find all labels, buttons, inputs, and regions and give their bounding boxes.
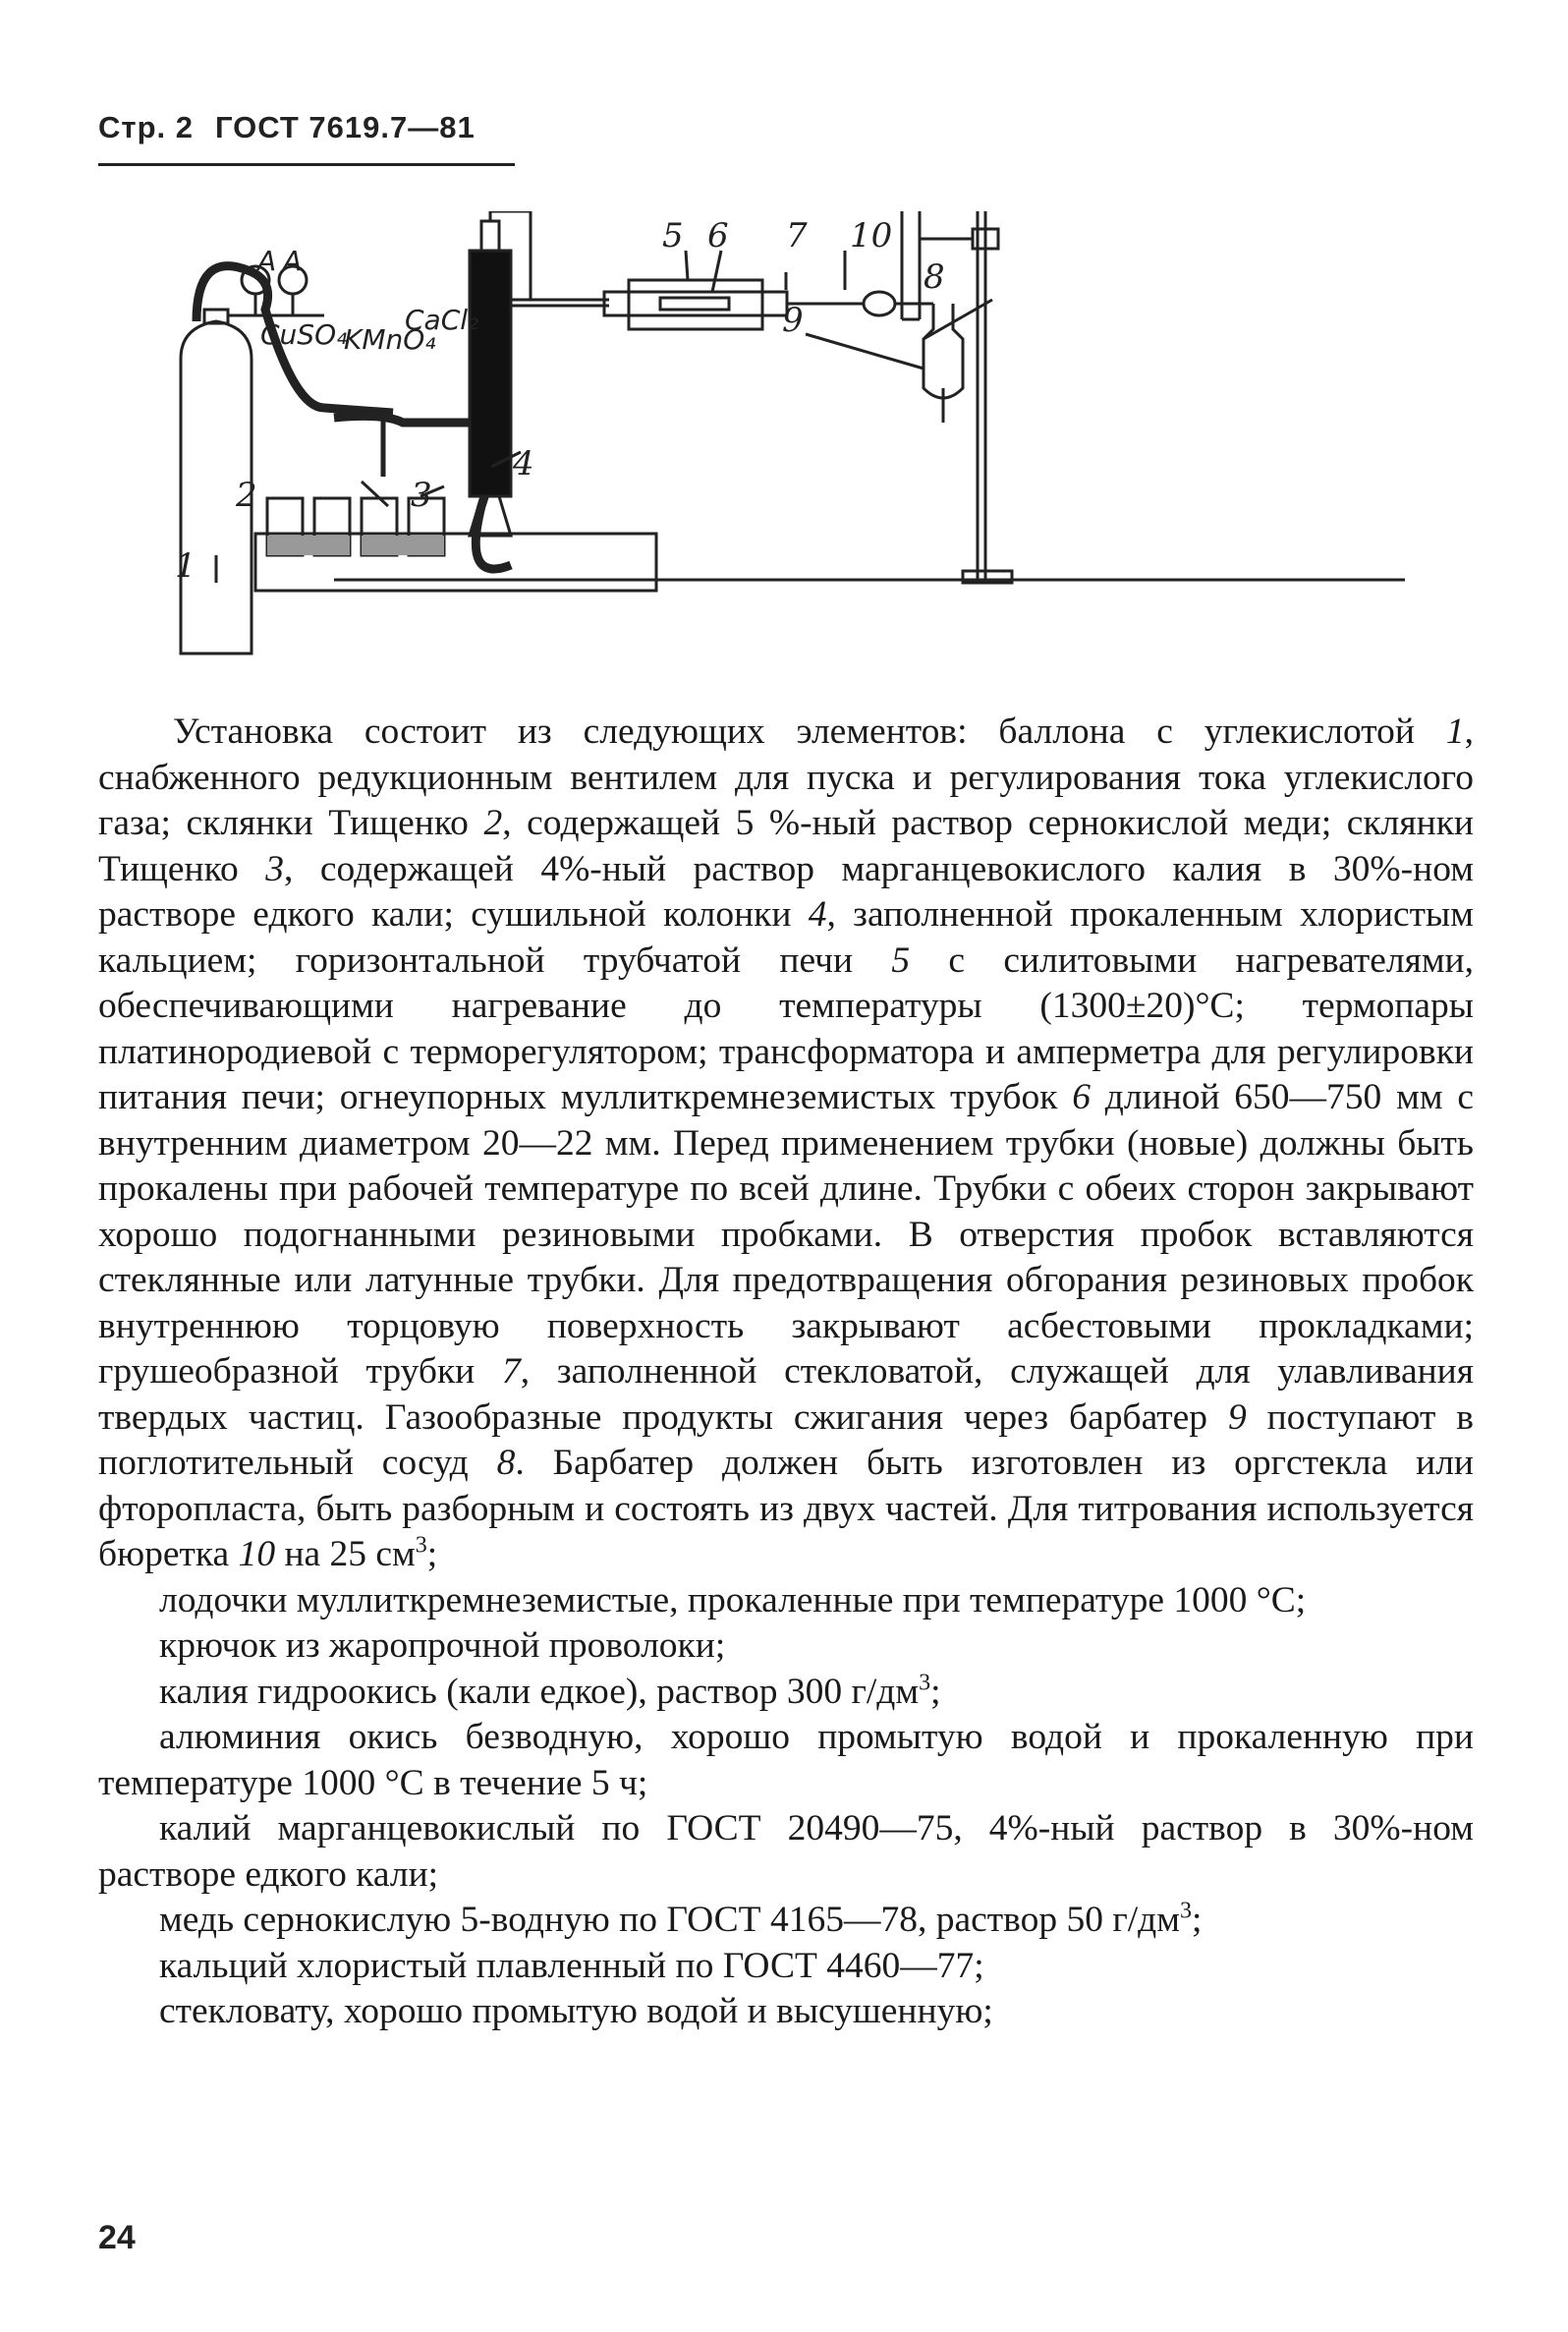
drying-column-4	[470, 211, 550, 536]
apparatus-diagram	[157, 211, 1434, 683]
ref-7: 7	[501, 1351, 521, 1392]
koh-end: ;	[930, 1671, 941, 1712]
intro-text-4: , содержащей 4%-ный раствор марганцевокислого калия в 30%-ном растворе едкого кали; сушильной колонки	[98, 848, 1474, 935]
intro-text-2: , снабженного редукционным вентилем для пуска и регулирования тока углекислого газа; склянки Тищенко	[98, 711, 1474, 843]
intro-text-9: поступают в поглотительный сосуд	[98, 1396, 1474, 1483]
ref-6: 6	[1072, 1077, 1091, 1117]
fig-label-2: 2	[236, 476, 257, 515]
ref-1: 1	[1445, 711, 1465, 752]
fig-label-3: 3	[411, 476, 432, 515]
fig-label-9: 9	[782, 301, 804, 340]
fig-label-1: 1	[175, 546, 196, 586]
ref-3: 3	[265, 848, 284, 889]
label-cacl2: CaCl₂	[405, 304, 479, 336]
page-reference: Стр. 2	[98, 110, 194, 144]
ref-5: 5	[891, 939, 911, 981]
list-item-cacl2: кальций хлористый плавленный по ГОСТ 4460—77;	[159, 1945, 984, 1986]
intro-text-6: с силитовыми нагревателями, обеспечивающими нагревание до температуры (1300±20)°С; термопары платинородиевой с терморегулятором; трансформатора и амперметра для регулировки питания печи; огнеупорных муллиткремнеземистых трубок	[98, 939, 1474, 1117]
ref-10: 10	[238, 1534, 276, 1574]
intro-text-8: , заполненной стекловатой, служащей для улавливания твердых частиц. Газообразные продукты сжигания через барбатер	[98, 1351, 1474, 1438]
list-item-kmno4: калий марганцевокислый по ГОСТ 20490—75, 4%-ный раствор в 30%-ном растворе едкого кали;	[98, 1808, 1474, 1895]
intro-text-10: . Барбатер должен быть изготовлен из оргстекла или фторопласта, быть разборным и состоять из двух частей. Для титрования используется бюретка	[98, 1443, 1474, 1574]
intro-text-5: , заполненной прокаленным хлористым кальцием; горизонтальной трубчатой печи	[98, 894, 1474, 981]
page-number: 24	[98, 2219, 136, 2256]
ref-8: 8	[496, 1443, 516, 1483]
document-body	[98, 710, 1474, 2035]
apparatus-figure	[157, 211, 1434, 683]
gauge-mark-a1: A	[257, 245, 277, 277]
intro-text-11: на 25 см	[275, 1534, 416, 1574]
superscript-3: 3	[415, 1532, 427, 1559]
fig-label-6: 6	[707, 216, 729, 256]
cuso4-superscript: 3	[1179, 1898, 1192, 1924]
fig-label-10: 10	[850, 216, 893, 256]
header-rule	[98, 163, 515, 166]
fig-label-8: 8	[924, 257, 945, 297]
list-item-hook: крючок из жаропрочной проволоки;	[159, 1625, 726, 1666]
intro-text-12: ;	[426, 1534, 438, 1574]
standard-designation: ГОСТ 7619.7—81	[214, 110, 476, 144]
tube-furnace-5	[604, 280, 787, 329]
ceramic-tube-6	[604, 292, 787, 315]
label-kmno4: KMnO₄	[344, 323, 436, 356]
tishchenko-flask-2	[267, 498, 350, 555]
list-item-boats: лодочки муллиткремнеземистые, прокаленные при температуре 1000 °С;	[159, 1579, 1307, 1621]
koh-superscript: 3	[919, 1670, 931, 1695]
ref-9: 9	[1227, 1396, 1247, 1438]
koh-text: калия гидроокись (кали едкое), раствор 300 г/дм	[159, 1671, 920, 1712]
list-item-alumina: алюминия окись безводную, хорошо промытую водой и прокаленную при температуре 1000 °С в течение 5 ч;	[98, 1717, 1474, 1803]
ref-2: 2	[483, 803, 503, 843]
fig-label-4: 4	[513, 444, 534, 483]
list-item-cuso4	[98, 1898, 1474, 1944]
intro-text-7: длиной 650—750 мм с внутренним диаметром 20—22 мм. Перед применением трубки (новые) должны быть прокалены при рабочей температуре по всей длине. Трубки с обеих сторон закрывают хорошо подогнанными резиновыми пробками. В отверстия пробок вставляются стеклянные или латунные трубки. Для предотвращения обгорания резиновых пробок внутреннюю торцовую поверхность закрывают асбестовыми прокладками; грушеобразной трубки	[98, 1077, 1474, 1392]
list-item-koh	[98, 1670, 1474, 1716]
cuso4-end: ;	[1191, 1900, 1203, 1940]
page-header	[98, 110, 521, 145]
fig-label-7: 7	[786, 216, 808, 256]
fig-label-5: 5	[662, 216, 684, 256]
gauge-mark-a2: A	[283, 245, 303, 277]
label-cuso4: CuSO₄	[260, 318, 348, 351]
list-item-glasswool: стекловату, хорошо промытую водой и высушенную;	[159, 1991, 993, 2031]
intro-paragraph	[98, 710, 1474, 1578]
ref-4: 4	[808, 894, 827, 935]
intro-text-1: Установка состоит из следующих элементов: баллона с углекислотой	[173, 711, 1446, 752]
intro-text-3: , содержащей 5 %-ный раствор сернокислой меди; склянки Тищенко	[98, 803, 1474, 889]
cuso4-text: медь сернокислую 5-водную по ГОСТ 4165—78, раствор 50 г/дм	[159, 1900, 1180, 1940]
